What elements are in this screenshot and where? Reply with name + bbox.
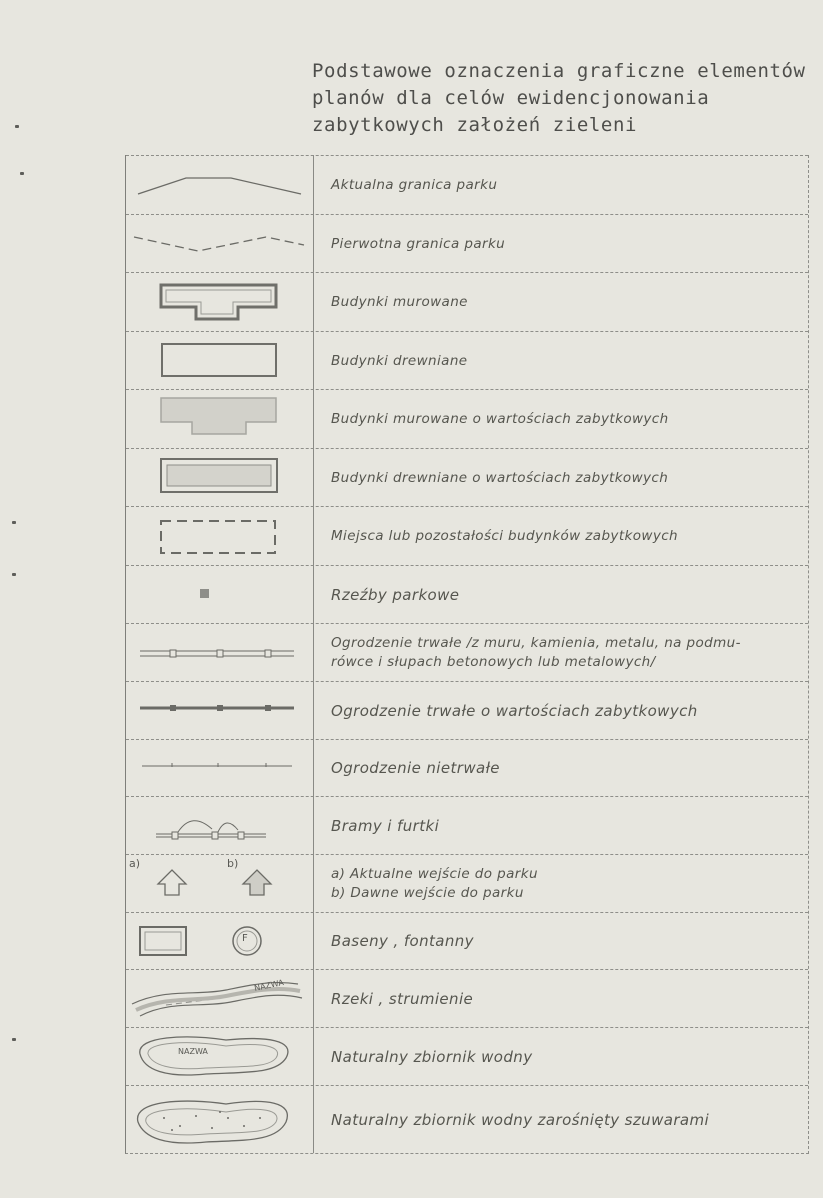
temporary-fence-icon xyxy=(126,740,313,797)
legend-row-aktualna-granica xyxy=(126,155,808,215)
legend-label: b) Dawne wejście do parku xyxy=(331,885,524,901)
legend-label: Ogrodzenie trwałe /z muru, kamienia, metalu, na podmu- xyxy=(331,635,741,651)
legend-label: Rzeźby parkowe xyxy=(331,585,460,604)
marker-b: b) xyxy=(227,857,239,870)
legend-label: Budynki drewniane o wartościach zabytkowych xyxy=(331,469,669,486)
historic-fence-icon xyxy=(126,682,313,740)
title-line-2: planów dla celów ewidencjonowania xyxy=(312,87,710,109)
legend-label: Bramy i furtki xyxy=(331,816,440,835)
historic-masonry-building-icon xyxy=(126,390,313,449)
legend-label: Pierwotna granica parku xyxy=(331,235,506,252)
masonry-building-icon xyxy=(126,273,313,332)
title-line-1: Podstawowe oznaczenia graficzne elementów xyxy=(312,60,806,82)
legend-label: Miejsca lub pozostałości budynków zabytkowych xyxy=(331,528,678,544)
legend-row-wejscia xyxy=(126,854,808,913)
legend-label: Budynki murowane xyxy=(331,294,468,310)
legend-row-pierwotna-granica xyxy=(126,214,808,273)
gate-icon xyxy=(126,797,313,855)
fountain-letter: F xyxy=(242,933,248,944)
lake-map-label: NAZWA xyxy=(178,1047,208,1056)
legend-row-zbiornik-zarosniety xyxy=(126,1085,808,1154)
legend-label: Rzeki , strumienie xyxy=(331,989,474,1008)
legend-row-miejsca-pozostalosci xyxy=(126,506,808,566)
permanent-fence-icon xyxy=(126,624,313,682)
entrance-arrows-icon xyxy=(126,855,313,913)
margin-dot xyxy=(20,172,24,175)
legend-row-ogrodzenie-zabytkowe xyxy=(126,681,808,740)
wooden-building-icon xyxy=(126,332,313,390)
legend-label: Baseny , fontanny xyxy=(331,932,474,950)
legend-label: rówce i słupach betonowych lub metalowych/ xyxy=(331,654,656,670)
legend-label: a) Aktualne wejście do parku xyxy=(331,866,538,882)
sculpture-icon xyxy=(126,566,313,624)
legend-row-baseny xyxy=(126,912,808,970)
river-icon xyxy=(126,970,313,1028)
margin-dot xyxy=(12,521,16,524)
margin-dot xyxy=(12,573,16,576)
legend-row-rzeki xyxy=(126,969,808,1028)
solid-boundary-line-icon xyxy=(126,156,313,215)
legend-row-budynki-murowane xyxy=(126,272,808,332)
pool-fountain-icon xyxy=(126,913,313,970)
marker-a: a) xyxy=(129,857,141,870)
title-line-3: zabytkowych założeń zieleni xyxy=(312,114,638,136)
legend-label: Budynki drewniane xyxy=(331,352,468,369)
legend-label: Ogrodzenie nietrwałe xyxy=(331,759,500,777)
page-title xyxy=(312,58,806,139)
legend-row-budynki-murowane-zabytkowe xyxy=(126,389,808,449)
legend-row-budynki-drewniane-zabytkowe xyxy=(126,448,808,507)
legend-label: Aktualna granica parku xyxy=(331,177,498,193)
legend-row-bramy xyxy=(126,796,808,855)
building-remains-icon xyxy=(126,507,313,566)
legend-row-ogrodzenie-nietrwale xyxy=(126,739,808,797)
legend-label: Naturalny zbiornik wodny zarośnięty szuwarami xyxy=(331,1110,710,1129)
overgrown-lake-icon xyxy=(126,1086,313,1154)
river-map-label: NAZWA xyxy=(253,977,285,994)
dashed-boundary-line-icon xyxy=(126,215,313,273)
margin-dot xyxy=(12,1038,16,1041)
legend-row-rzezby xyxy=(126,565,808,624)
legend-row-budynki-drewniane xyxy=(126,331,808,390)
legend-table xyxy=(125,155,809,1154)
legend-label: Budynki murowane o wartościach zabytkowych xyxy=(331,411,669,427)
historic-wooden-building-icon xyxy=(126,449,313,507)
legend-row-ogrodzenie-trwale xyxy=(126,623,808,682)
legend-row-zbiornik xyxy=(126,1027,808,1086)
lake-icon xyxy=(126,1028,313,1086)
legend-label: Ogrodzenie trwałe o wartościach zabytkowych xyxy=(331,701,698,720)
legend-label: Naturalny zbiornik wodny xyxy=(331,1047,533,1066)
margin-dot xyxy=(15,125,19,128)
